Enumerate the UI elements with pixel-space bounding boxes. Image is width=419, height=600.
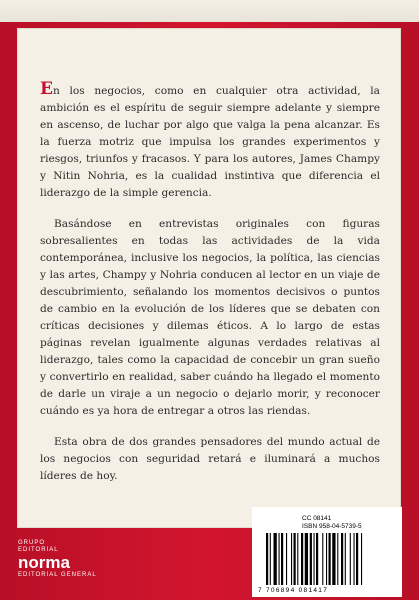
catalog-code: CC 08141 <box>302 515 332 522</box>
paragraph-1-text: n los negocios, como en cualquier otra actividad, la ambición es el espíritu de seguir siempre adelante y siempre en ascenso, de luchar por algo que valga la pena alcanzar. Es la fuerza motriz que impulsa los grandes experimentos y riesgos, triunfos y fracasos. Y para los autores, James Champy y Nitin Nohria, es la cualidad instintiva que diferencia el liderazgo de la simple gerencia. <box>40 85 380 199</box>
logo-tagline: EDITORIAL GENERAL <box>18 572 97 578</box>
barcode-box <box>252 507 402 597</box>
logo-line-2: EDITORIAL <box>18 547 59 553</box>
logo-line-1: GRUPO <box>18 540 46 546</box>
paragraph-1 <box>40 81 380 202</box>
drop-cap: E <box>40 79 53 99</box>
top-cover-strip <box>0 0 419 22</box>
logo-name: norma <box>18 553 70 572</box>
back-cover-text <box>40 81 380 499</box>
description-panel <box>17 28 401 528</box>
barcode-digits: 7 706894 081417 <box>258 587 329 594</box>
barcode-icon <box>266 533 390 585</box>
publisher-logo <box>18 540 108 596</box>
paragraph-2: Basándose en entrevistas originales con figuras sobresalientes en todas las actividades de la vida contemporánea, inclusive los negocios, la política, las ciencias y las artes, Champy y Nohria conducen al lector en un viaje de descubrimiento, señalando los momentos decisivos o puntos de cambio en la evolución de los líderes que se debaten con críticas decisiones y dilemas éticos. A lo largo de estas páginas revelan igualmente algunas verdades relativas al liderazgo, tales como la capacidad de concebir un gran sueño y convertirlo en realidad, saber cuándo ha llegado el momento de darle un viraje a un negocio o dejarlo morir, y reconocer cuándo es ya hora de entregar a otros las riendas. <box>40 218 380 417</box>
paragraph-3: Esta obra de dos grandes pensadores del mundo actual de los negocios con seguridad retará e iluminará a muchos líderes de hoy. <box>40 436 380 482</box>
isbn-text: ISBN 958-04-5739-5 <box>302 523 362 530</box>
